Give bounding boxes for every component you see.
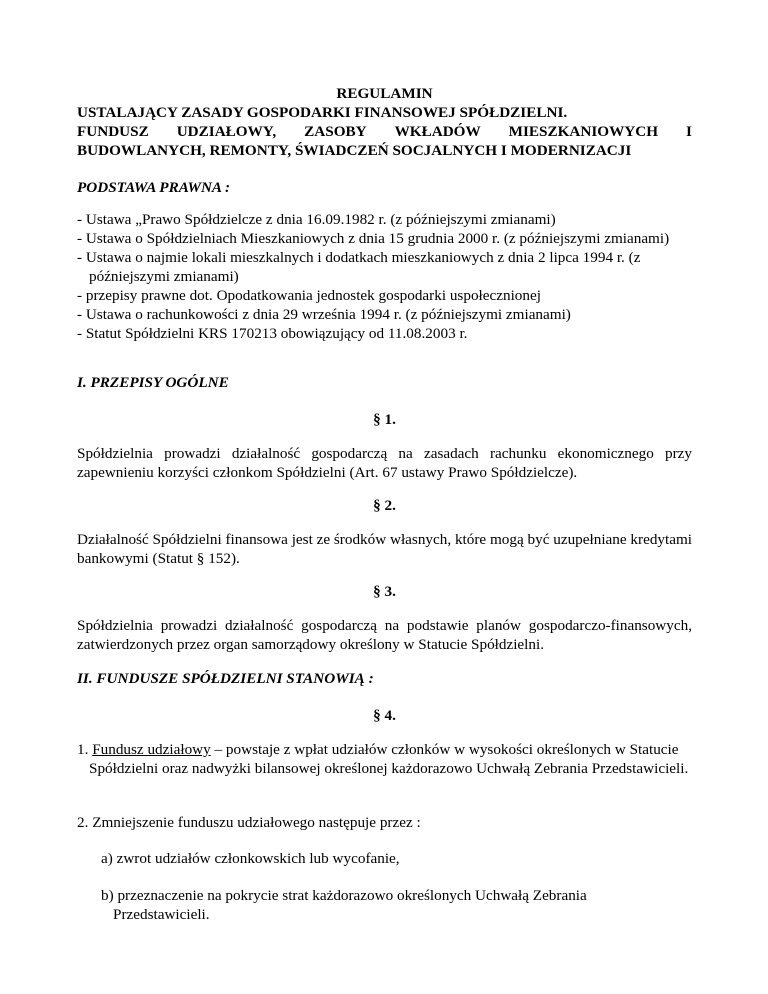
item-number: 1.: [77, 741, 93, 758]
fund-item-1: [77, 740, 704, 778]
title-line-1: REGULAMIN: [336, 85, 433, 102]
paragraph-3-number: § 3.: [373, 583, 396, 600]
sub-item-b: b) przeznaczenie na pokrycie strat każdorazowo określonych Uchwałą Zebrania Przedstawicieli.: [101, 887, 587, 923]
paragraph-4-number: § 4.: [373, 707, 396, 724]
paragraph-2-number: § 2.: [373, 497, 396, 514]
sub-item-a: a) zwrot udziałów członkowskich lub wycofanie,: [101, 850, 400, 867]
legal-basis-item: - Ustawa „Prawo Spółdzielcze z dnia 16.09.1982 r. (z późniejszymi zmianami): [77, 211, 556, 228]
legal-basis-item: - Ustawa o rachunkowości z dnia 29 września 1994 r. (z późniejszymi zmianami): [77, 306, 571, 323]
legal-basis-heading: PODSTAWA PRAWNA :: [77, 179, 231, 196]
title-line-4: BUDOWLANYCH, REMONTY, ŚWIADCZEŃ SOCJALNYCH I MODERNIZACJI: [77, 142, 632, 159]
legal-basis-item: - przepisy prawne dot. Opodatkowania jednostek gospodarki uspołecznionej: [77, 287, 541, 304]
document-title: [77, 84, 692, 160]
section-1-heading: I. PRZEPISY OGÓLNE: [77, 374, 229, 391]
fund-item-2: 2. Zmniejszenie funduszu udziałowego następuje przez :: [77, 814, 421, 831]
paragraph-2-text: Działalność Spółdzielni finansowa jest ze środków własnych, które mogą być uzupełniane kredytami bankowymi (Statut § 152).: [77, 531, 692, 567]
legal-basis-list: [77, 210, 692, 343]
share-fund-term: Fundusz udziałowy: [92, 741, 211, 758]
title-word: ZASOBY: [304, 123, 367, 140]
title-word: I: [686, 123, 692, 140]
title-word: WKŁADÓW: [394, 123, 481, 140]
legal-basis-item: - Ustawa o Spółdzielniach Mieszkaniowych z dnia 15 grudnia 2000 r. (z późniejszymi zmianami): [77, 230, 670, 247]
paragraph-1-text: Spółdzielnia prowadzi działalność gospodarczą na zasadach rachunku ekonomicznego przy zapewnieniu korzyści członkom Spółdzielni (Art. 67 ustawy Prawo Spółdzielcze).: [77, 445, 692, 481]
title-line-3: [77, 122, 692, 141]
section-2-heading: II. FUNDUSZE SPÓŁDZIELNI STANOWIĄ :: [77, 670, 374, 687]
title-word: MIESZKANIOWYCH: [508, 123, 659, 140]
legal-basis-item: - Statut Spółdzielni KRS 170213 obowiązujący od 11.08.2003 r.: [77, 325, 468, 342]
title-line-2: USTALAJĄCY ZASADY GOSPODARKI FINANSOWEJ SPÓŁDZIELNI.: [77, 104, 568, 121]
paragraph-3-text: Spółdzielnia prowadzi działalność gospodarczą na podstawie planów gospodarczo-finansowych, zatwierdzonych przez organ samorządowy określony w Statucie Spółdzielni.: [77, 617, 692, 653]
title-word: FUNDUSZ: [77, 123, 149, 140]
legal-basis-item: - Ustawa o najmie lokali mieszkalnych i dodatkach mieszkaniowych z dnia 2 lipca 1994 r. (z późniejszymi zmianami): [77, 249, 641, 285]
title-word: UDZIAŁOWY,: [176, 123, 277, 140]
paragraph-1-number: § 1.: [373, 411, 396, 428]
item-text: – powstaje z wpłat udziałów członków w wysokości określonych w Statucie Spółdzielni oraz nadwyżki bilansowej określonej każdorazowo Uchwałą Zebrania Przedstawicieli.: [89, 741, 689, 777]
